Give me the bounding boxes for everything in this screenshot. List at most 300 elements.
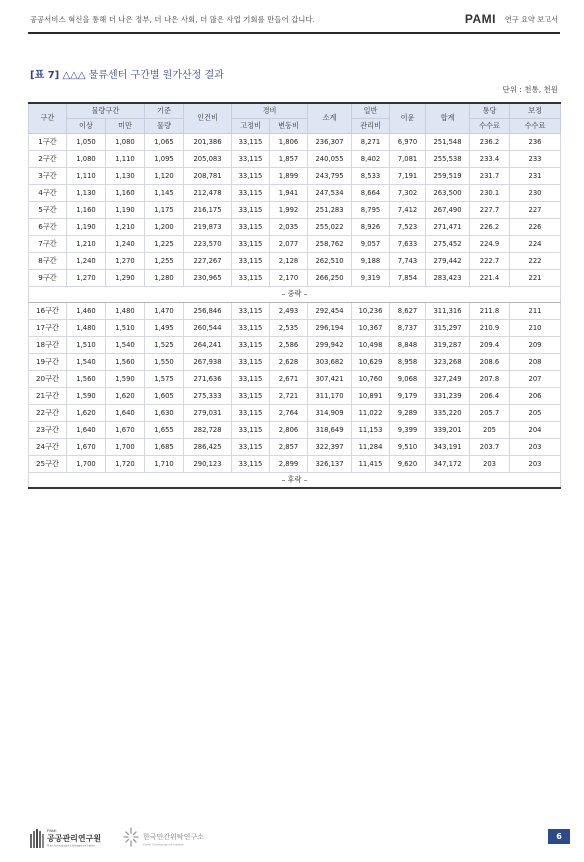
table-cell: 282,728 xyxy=(184,421,232,438)
table-cell: 1,270 xyxy=(106,252,145,269)
table-cell: 1,160 xyxy=(106,184,145,201)
table-cell: 230,965 xyxy=(184,269,232,286)
table-cell: 279,442 xyxy=(426,252,470,269)
table-cell: 11,153 xyxy=(352,421,390,438)
table-cell: 303,682 xyxy=(308,353,352,370)
table-cell: 292,454 xyxy=(308,302,352,319)
row-label: 8구간 xyxy=(29,252,67,269)
table-cell: 10,498 xyxy=(352,336,390,353)
table-cell: 10,760 xyxy=(352,370,390,387)
table-row xyxy=(29,438,561,455)
row-label: 5구간 xyxy=(29,201,67,218)
table-body-lower xyxy=(29,302,561,472)
table-cell: 1,480 xyxy=(106,302,145,319)
table-cell: 259,519 xyxy=(426,167,470,184)
header-adjusted-fee: 수수료 xyxy=(510,118,561,133)
table-row xyxy=(29,302,561,319)
table-cell: 1,510 xyxy=(106,319,145,336)
row-label: 1구간 xyxy=(29,133,67,150)
table-cell: 260,544 xyxy=(184,319,232,336)
header-max: 미만 xyxy=(106,118,145,133)
table-cell: 311,316 xyxy=(426,302,470,319)
header-divider xyxy=(28,32,560,34)
table-cell: 307,421 xyxy=(308,370,352,387)
table-cell: 203 xyxy=(510,438,561,455)
page-number: 6 xyxy=(548,829,570,844)
table-cell: 267,938 xyxy=(184,353,232,370)
table-row xyxy=(29,252,561,269)
table-cell: 9,057 xyxy=(352,235,390,252)
table-row xyxy=(29,218,561,235)
table-cell: 227.7 xyxy=(470,201,510,218)
table-cell: 1,560 xyxy=(106,353,145,370)
table-cell: 8,627 xyxy=(390,302,426,319)
cost-table xyxy=(28,102,561,489)
table-cell: 296,194 xyxy=(308,319,352,336)
table-cell: 1,620 xyxy=(106,387,145,404)
table-cell: 227,267 xyxy=(184,252,232,269)
table-row xyxy=(29,455,561,472)
table-cell: 33,115 xyxy=(232,302,270,319)
table-cell: 223,570 xyxy=(184,235,232,252)
table-row xyxy=(29,269,561,286)
header-fixed-cost: 고정비 xyxy=(232,118,270,133)
table-cell: 207.8 xyxy=(470,370,510,387)
table-cell: 2,170 xyxy=(270,269,308,286)
table-cell: 1,480 xyxy=(67,319,106,336)
table-cell: 11,415 xyxy=(352,455,390,472)
table-cell: 2,806 xyxy=(270,421,308,438)
table-cell: 1,080 xyxy=(106,133,145,150)
table-cell: 10,236 xyxy=(352,302,390,319)
table-cell: 224 xyxy=(510,235,561,252)
table-cell: 1,290 xyxy=(106,269,145,286)
table-cell: 251,283 xyxy=(308,201,352,218)
table-cell: 1,630 xyxy=(145,404,184,421)
table-cell: 264,241 xyxy=(184,336,232,353)
table-cell: 1,225 xyxy=(145,235,184,252)
table-cell: 221 xyxy=(510,269,561,286)
table-cell: 11,022 xyxy=(352,404,390,421)
header-section: 구간 xyxy=(29,103,67,133)
table-cell: 1,510 xyxy=(67,336,106,353)
table-cell: 1,590 xyxy=(67,387,106,404)
table-cell: 347,172 xyxy=(426,455,470,472)
table-cell: 9,188 xyxy=(352,252,390,269)
table-cell: 8,402 xyxy=(352,150,390,167)
table-cell: 9,399 xyxy=(390,421,426,438)
table-cell: 227 xyxy=(510,201,561,218)
table-cell: 219,873 xyxy=(184,218,232,235)
row-label: 19구간 xyxy=(29,353,67,370)
table-cell: 7,633 xyxy=(390,235,426,252)
header-per-unit: 통당 xyxy=(470,103,510,118)
table-cell: 1,495 xyxy=(145,319,184,336)
table-cell: 1,620 xyxy=(67,404,106,421)
table-cell: 1,255 xyxy=(145,252,184,269)
table-cell: 1,700 xyxy=(106,438,145,455)
table-cell: 33,115 xyxy=(232,252,270,269)
table-cell: 33,115 xyxy=(232,438,270,455)
header-expense: 경비 xyxy=(232,103,308,118)
header-min: 이상 xyxy=(67,118,106,133)
table-cell: 1,655 xyxy=(145,421,184,438)
table-body-upper xyxy=(29,133,561,286)
table-row xyxy=(29,201,561,218)
table-cell: 206.4 xyxy=(470,387,510,404)
table-cell: 9,510 xyxy=(390,438,426,455)
table-cell: 318,649 xyxy=(308,421,352,438)
table-cell: 343,191 xyxy=(426,438,470,455)
table-cell: 1,080 xyxy=(67,150,106,167)
table-cell: 216,175 xyxy=(184,201,232,218)
table-unit: 단위 : 천통, 천원 xyxy=(502,85,558,94)
table-cell: 258,762 xyxy=(308,235,352,252)
table-cell: 271,636 xyxy=(184,370,232,387)
header-doc-type: 연구 요약 보고서 xyxy=(504,15,558,24)
table-cell: 9,068 xyxy=(390,370,426,387)
omitted-end-row xyxy=(29,472,561,488)
table-cell: 256,846 xyxy=(184,302,232,319)
table-cell: 2,721 xyxy=(270,387,308,404)
header-subtotal: 소계 xyxy=(308,103,352,133)
table-cell: 10,629 xyxy=(352,353,390,370)
table-title-number: [표 7] xyxy=(30,70,60,81)
table-row xyxy=(29,421,561,438)
table-cell: 11,284 xyxy=(352,438,390,455)
table-cell: 1,575 xyxy=(145,370,184,387)
table-cell: 9,319 xyxy=(352,269,390,286)
table-cell: 230.1 xyxy=(470,184,510,201)
table-cell: 33,115 xyxy=(232,404,270,421)
table-cell: 7,302 xyxy=(390,184,426,201)
table-cell: 271,471 xyxy=(426,218,470,235)
table-cell: 8,664 xyxy=(352,184,390,201)
kci-logo-name: 한국민간위탁연구소 xyxy=(143,833,204,841)
table-cell: 2,764 xyxy=(270,404,308,421)
table-cell: 212,478 xyxy=(184,184,232,201)
table-cell: 1,110 xyxy=(67,167,106,184)
header-labor: 인건비 xyxy=(184,103,232,133)
table-cell: 203 xyxy=(510,455,561,472)
header-slogan: 공공서비스 혁신을 통해 더 나은 정부, 더 나은 사회, 더 많은 사업 기회를 만들어 갑니다. xyxy=(30,15,316,24)
table-cell: 1,190 xyxy=(67,218,106,235)
table-cell: 7,854 xyxy=(390,269,426,286)
table-cell: 1,640 xyxy=(67,421,106,438)
table-cell: 221.4 xyxy=(470,269,510,286)
table-row xyxy=(29,319,561,336)
table-cell: 1,685 xyxy=(145,438,184,455)
table-cell: 8,795 xyxy=(352,201,390,218)
table-cell: 222.7 xyxy=(470,252,510,269)
table-cell: 323,268 xyxy=(426,353,470,370)
table-cell: 290,123 xyxy=(184,455,232,472)
table-cell: 1,700 xyxy=(67,455,106,472)
page-header xyxy=(28,12,560,28)
row-label: 2구간 xyxy=(29,150,67,167)
pami-logo-small: PAMI xyxy=(47,828,57,833)
header-variable-cost: 변동비 xyxy=(270,118,308,133)
table-cell: 224.9 xyxy=(470,235,510,252)
header-volume-range: 물량구간 xyxy=(67,103,145,118)
row-label: 4구간 xyxy=(29,184,67,201)
table-cell: 2,857 xyxy=(270,438,308,455)
table-cell: 33,115 xyxy=(232,167,270,184)
table-cell: 8,533 xyxy=(352,167,390,184)
pami-logo xyxy=(30,826,120,848)
row-label: 18구간 xyxy=(29,336,67,353)
pami-logo-mark-icon xyxy=(30,829,44,848)
table-cell: 1,470 xyxy=(145,302,184,319)
table-cell: 2,035 xyxy=(270,218,308,235)
table-cell: 283,423 xyxy=(426,269,470,286)
table-cell: 33,115 xyxy=(232,455,270,472)
table-cell: 266,250 xyxy=(308,269,352,286)
table-cell: 2,586 xyxy=(270,336,308,353)
table-cell: 1,605 xyxy=(145,387,184,404)
table-cell: 255,022 xyxy=(308,218,352,235)
table-row xyxy=(29,235,561,252)
table-cell: 263,500 xyxy=(426,184,470,201)
table-row xyxy=(29,404,561,421)
table-cell: 240,055 xyxy=(308,150,352,167)
row-label: 23구간 xyxy=(29,421,67,438)
table-cell: 1,145 xyxy=(145,184,184,201)
table-cell: 33,115 xyxy=(232,421,270,438)
row-label: 21구간 xyxy=(29,387,67,404)
table-cell: 286,425 xyxy=(184,438,232,455)
table-cell: 1,050 xyxy=(67,133,106,150)
table-cell: 1,240 xyxy=(106,235,145,252)
table-cell: 206 xyxy=(510,387,561,404)
table-cell: 322,397 xyxy=(308,438,352,455)
table-cell: 2,671 xyxy=(270,370,308,387)
table-cell: 233 xyxy=(510,150,561,167)
table-cell: 1,095 xyxy=(145,150,184,167)
table-cell: 7,191 xyxy=(390,167,426,184)
table-cell: 7,523 xyxy=(390,218,426,235)
table-cell: 319,287 xyxy=(426,336,470,353)
table-cell: 33,115 xyxy=(232,387,270,404)
table-cell: 9,289 xyxy=(390,404,426,421)
table-row xyxy=(29,184,561,201)
table-cell: 1,670 xyxy=(67,438,106,455)
table-cell: 208 xyxy=(510,353,561,370)
table-cell: 236,307 xyxy=(308,133,352,150)
table-cell: 207 xyxy=(510,370,561,387)
table-cell: 222 xyxy=(510,252,561,269)
table-cell: 205,083 xyxy=(184,150,232,167)
table-cell: 1,280 xyxy=(145,269,184,286)
table-cell: 1,130 xyxy=(67,184,106,201)
table-title xyxy=(30,66,224,81)
table-cell: 1,640 xyxy=(106,404,145,421)
header-admin-cost: 관리비 xyxy=(352,118,390,133)
row-label: 3구간 xyxy=(29,167,67,184)
table-cell: 236 xyxy=(510,133,561,150)
table-cell: 2,535 xyxy=(270,319,308,336)
table-cell: 9,179 xyxy=(390,387,426,404)
table-cell: 1,590 xyxy=(106,370,145,387)
table-cell: 1,941 xyxy=(270,184,308,201)
table-cell: 10,367 xyxy=(352,319,390,336)
table-cell: 1,540 xyxy=(67,353,106,370)
table-cell: 1,240 xyxy=(67,252,106,269)
table-cell: 335,220 xyxy=(426,404,470,421)
table-cell: 8,271 xyxy=(352,133,390,150)
table-cell: 226 xyxy=(510,218,561,235)
table-cell: 205.7 xyxy=(470,404,510,421)
table-cell: 339,201 xyxy=(426,421,470,438)
table-cell: 279,031 xyxy=(184,404,232,421)
table-cell: 1,120 xyxy=(145,167,184,184)
header-volume: 물량 xyxy=(145,118,184,133)
kci-logo-mark-icon xyxy=(124,828,138,846)
table-cell: 208.6 xyxy=(470,353,510,370)
kci-logo-sub: Korea Contracting-out Institute xyxy=(143,842,184,847)
header-fee: 수수료 xyxy=(470,118,510,133)
table-cell: 33,115 xyxy=(232,201,270,218)
table-cell: 208,781 xyxy=(184,167,232,184)
table-row xyxy=(29,167,561,184)
table-cell: 226.2 xyxy=(470,218,510,235)
table-cell: 203.7 xyxy=(470,438,510,455)
table-cell: 211.8 xyxy=(470,302,510,319)
table-cell: 1,175 xyxy=(145,201,184,218)
table-cell: 1,110 xyxy=(106,150,145,167)
table-cell: 7,412 xyxy=(390,201,426,218)
table-cell: 204 xyxy=(510,421,561,438)
table-cell: 6,970 xyxy=(390,133,426,150)
table-cell: 33,115 xyxy=(232,235,270,252)
table-cell: 299,942 xyxy=(308,336,352,353)
table-cell: 314,909 xyxy=(308,404,352,421)
row-label: 16구간 xyxy=(29,302,67,319)
table-cell: 205 xyxy=(470,421,510,438)
table-cell: 10,891 xyxy=(352,387,390,404)
row-label: 9구간 xyxy=(29,269,67,286)
row-label: 7구간 xyxy=(29,235,67,252)
table-row xyxy=(29,387,561,404)
table-cell: 7,081 xyxy=(390,150,426,167)
table-cell: 209 xyxy=(510,336,561,353)
table-cell: 8,848 xyxy=(390,336,426,353)
row-label: 25구간 xyxy=(29,455,67,472)
table-row xyxy=(29,353,561,370)
table-cell: 9,620 xyxy=(390,455,426,472)
table-cell: 231.7 xyxy=(470,167,510,184)
table-cell: 1,670 xyxy=(106,421,145,438)
table-cell: 33,115 xyxy=(232,319,270,336)
table-cell: 1,210 xyxy=(67,235,106,252)
omitted-row xyxy=(29,286,561,302)
table-cell: 8,958 xyxy=(390,353,426,370)
table-cell: 247,534 xyxy=(308,184,352,201)
table-cell: 209.4 xyxy=(470,336,510,353)
table-cell: 1,065 xyxy=(145,133,184,150)
omitted-mid-label: – 중략 – xyxy=(29,286,561,302)
table-cell: 1,720 xyxy=(106,455,145,472)
table-cell: 267,490 xyxy=(426,201,470,218)
table-cell: 1,525 xyxy=(145,336,184,353)
table-cell: 7,743 xyxy=(390,252,426,269)
table-cell: 210 xyxy=(510,319,561,336)
header-general: 일반 xyxy=(352,103,390,118)
table-cell: 33,115 xyxy=(232,370,270,387)
row-label: 24구간 xyxy=(29,438,67,455)
table-cell: 2,628 xyxy=(270,353,308,370)
table-cell: 33,115 xyxy=(232,184,270,201)
table-cell: 2,077 xyxy=(270,235,308,252)
table-cell: 33,115 xyxy=(232,353,270,370)
table-cell: 2,899 xyxy=(270,455,308,472)
pami-logo-sub: Public Administration & Management Institute xyxy=(47,844,96,848)
pami-logo-name: 공공관리연구원 xyxy=(47,834,102,843)
table-cell: 1,899 xyxy=(270,167,308,184)
omitted-end-label: – 후략 – xyxy=(29,472,561,488)
table-cell: 327,249 xyxy=(426,370,470,387)
header-adjusted: 보정 xyxy=(510,103,561,118)
table-row xyxy=(29,133,561,150)
header-brand: PAMI xyxy=(464,12,496,26)
table-row xyxy=(29,370,561,387)
table-cell: 1,710 xyxy=(145,455,184,472)
table-cell: 230 xyxy=(510,184,561,201)
table-cell: 8,926 xyxy=(352,218,390,235)
table-cell: 1,210 xyxy=(106,218,145,235)
table-cell: 1,160 xyxy=(67,201,106,218)
header-total: 합계 xyxy=(426,103,470,133)
table-cell: 1,560 xyxy=(67,370,106,387)
table-cell: 236.2 xyxy=(470,133,510,150)
table-cell: 33,115 xyxy=(232,269,270,286)
table-cell: 33,115 xyxy=(232,336,270,353)
table-cell: 233.4 xyxy=(470,150,510,167)
table-cell: 211 xyxy=(510,302,561,319)
table-cell: 1,806 xyxy=(270,133,308,150)
row-label: 20구간 xyxy=(29,370,67,387)
table-cell: 2,128 xyxy=(270,252,308,269)
table-row xyxy=(29,150,561,167)
table-cell: 255,538 xyxy=(426,150,470,167)
table-cell: 262,510 xyxy=(308,252,352,269)
table-cell: 205 xyxy=(510,404,561,421)
table-cell: 1,270 xyxy=(67,269,106,286)
table-cell: 243,795 xyxy=(308,167,352,184)
table-cell: 1,540 xyxy=(106,336,145,353)
table-cell: 201,386 xyxy=(184,133,232,150)
table-cell: 1,992 xyxy=(270,201,308,218)
table-cell: 275,333 xyxy=(184,387,232,404)
table-cell: 275,452 xyxy=(426,235,470,252)
table-cell: 1,460 xyxy=(67,302,106,319)
table-cell: 1,200 xyxy=(145,218,184,235)
table-cell: 331,239 xyxy=(426,387,470,404)
table-cell: 210.9 xyxy=(470,319,510,336)
table-cell: 33,115 xyxy=(232,218,270,235)
row-label: 22구간 xyxy=(29,404,67,421)
table-cell: 1,857 xyxy=(270,150,308,167)
table-cell: 311,170 xyxy=(308,387,352,404)
header-profit: 이윤 xyxy=(390,103,426,133)
table-cell: 1,190 xyxy=(106,201,145,218)
table-cell: 1,550 xyxy=(145,353,184,370)
kci-logo xyxy=(122,826,232,848)
table-cell: 251,548 xyxy=(426,133,470,150)
row-label: 6구간 xyxy=(29,218,67,235)
row-label: 17구간 xyxy=(29,319,67,336)
table-title-text: △△△ 물류센터 구간별 원가산정 결과 xyxy=(62,70,224,81)
